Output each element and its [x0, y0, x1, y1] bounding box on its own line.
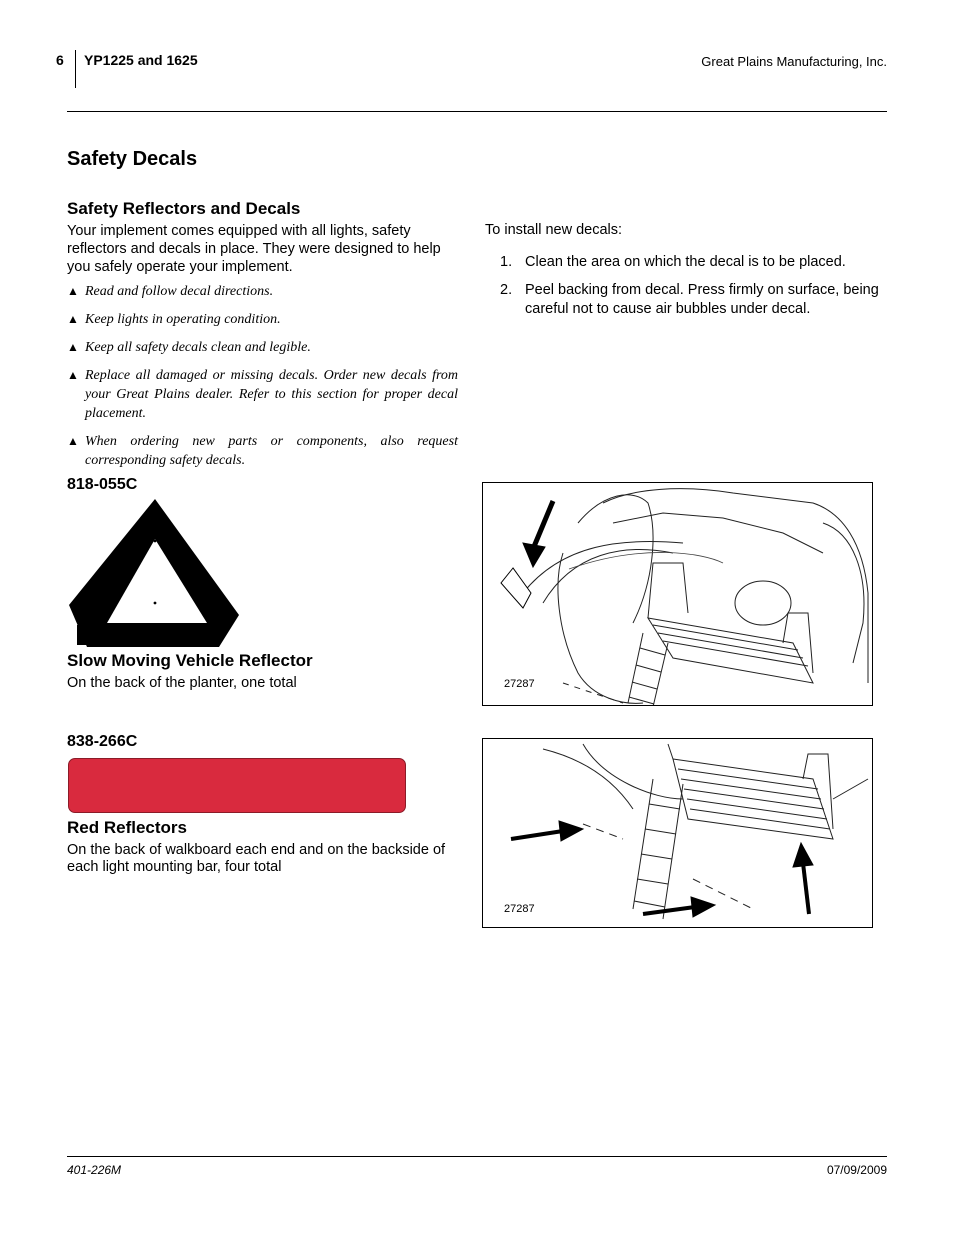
decal-name-red-reflector: Red Reflectors [67, 818, 187, 837]
figure-smv-location [482, 482, 873, 706]
walkboard-rear-drawing [483, 739, 873, 928]
document-date: 07/09/2009 [826, 1163, 887, 1177]
figure-label: 27287 [504, 678, 535, 690]
figure-label: 27287 [504, 903, 535, 915]
triangle-bullet-icon: ▲ [67, 340, 79, 354]
list-item: ▲ Keep all safety decals clean and legible. [67, 340, 311, 355]
document-number: 401-226M [67, 1163, 122, 1177]
triangle-bullet-icon: ▲ [67, 312, 79, 326]
decal-desc-smv: On the back of the planter, one total [67, 675, 297, 691]
triangle-bullet-icon: ▲ [67, 368, 79, 382]
decal-code-smv: 818-055C [67, 476, 138, 493]
triangle-bullet-icon: ▲ [67, 434, 79, 448]
decal-name-smv: Slow Moving Vehicle Reflector [67, 651, 313, 670]
section-intro: Your implement comes equipped with all lights, safety reflectors and decals in place. They were designed to help you safely operate your implement. [67, 223, 441, 275]
decal-code-red-reflector: 838-266C [67, 733, 138, 750]
install-intro: To install new decals: [485, 222, 623, 238]
section-subtitle: Safety Reflectors and Decals [67, 199, 301, 218]
figure-red-reflector-location [482, 738, 873, 928]
smv-reflector-decal [67, 497, 241, 649]
decal-desc-red-reflector: On the back of walkboard each end and on the backside of each light mounting bar, four total [67, 842, 446, 875]
install-steps [500, 253, 880, 328]
list-item: 2. Peel backing from decal. Press firmly on surface, being careful not to cause air bubbles under decal. [500, 282, 879, 317]
list-item: ▲ When ordering new parts or components, also request corresponding safety decals. [67, 434, 458, 468]
list-item: ▲ Keep lights in operating condition. [67, 312, 281, 327]
section-title: Safety Decals [67, 148, 198, 170]
triangle-bullet-icon: ▲ [67, 284, 79, 298]
company-name: Great Plains Manufacturing, Inc. [701, 54, 887, 69]
red-reflector-decal [68, 758, 406, 813]
footer-rule [67, 1156, 887, 1157]
list-item: ▲ Replace all damaged or missing decals. Order new decals from your Great Plains dealer. Refer to this section for proper decal placement. [67, 368, 458, 421]
list-item: 1. Clean the area on which the decal is to be placed. [500, 254, 846, 270]
list-item: ▲ Read and follow decal directions. [67, 284, 274, 299]
planter-rear-drawing [483, 483, 873, 706]
safety-bullet-list [67, 282, 458, 479]
page-number: 6 [56, 52, 64, 68]
header-rule [67, 111, 887, 112]
document-title: YP1225 and 1625 [84, 52, 198, 68]
header-divider [75, 50, 76, 88]
